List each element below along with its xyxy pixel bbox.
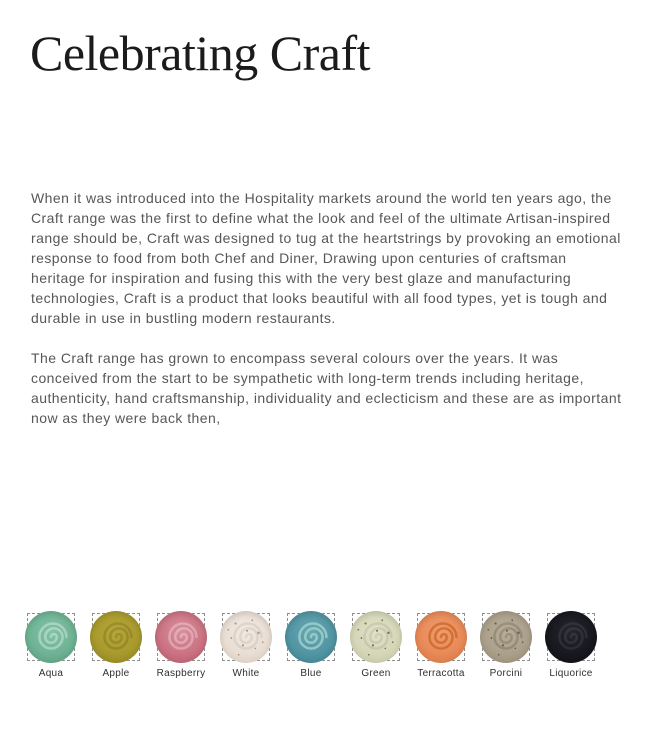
plate-image (545, 611, 597, 663)
plate-image (155, 611, 207, 663)
swatch-label: Liquorice (549, 668, 593, 679)
swatch-label: Terracotta (417, 668, 465, 679)
colour-swatch-aqua[interactable] (27, 613, 75, 679)
swatch-label: Blue (300, 668, 322, 679)
colour-swatch-white[interactable] (222, 613, 270, 679)
swatch-dashed-box (352, 613, 400, 661)
swatch-dashed-box (157, 613, 205, 661)
swirl-icon (480, 611, 532, 663)
swatch-label: Apple (102, 668, 130, 679)
colour-swatch-porcini[interactable] (482, 613, 530, 679)
swatch-label: White (232, 668, 260, 679)
colour-swatch-row (27, 613, 595, 679)
plate-image (350, 611, 402, 663)
intro-text (31, 188, 623, 448)
swatch-dashed-box (482, 613, 530, 661)
colour-swatch-apple[interactable] (92, 613, 140, 679)
swirl-icon (415, 611, 467, 663)
swirl-icon (25, 611, 77, 663)
swatch-dashed-box (287, 613, 335, 661)
colour-swatch-liquorice[interactable] (547, 613, 595, 679)
swirl-icon (545, 611, 597, 663)
plate-image (480, 611, 532, 663)
swirl-icon (350, 611, 402, 663)
plate-image (415, 611, 467, 663)
swirl-icon (155, 611, 207, 663)
swirl-icon (285, 611, 337, 663)
swirl-icon (220, 611, 272, 663)
colour-swatch-green[interactable] (352, 613, 400, 679)
swatch-label: Aqua (38, 668, 64, 679)
paragraph-introduction: When it was introduced into the Hospitality markets around the world ten years ago, the Craft range was the first to define what the look and feel of the ultimate Artisan-inspired range should be, Craft was designed to tug at the heartstrings by provoking an emotional response to food from both Chef and Diner, Drawing upon centuries of craftsman heritage for inspiration and fusing this with the very best glaze and manufacturing technologies, Craft is a product that looks beautiful with all food types, yet is tough and durable in use in bustling modern restaurants. (31, 190, 621, 326)
swatch-label: Raspberry (156, 668, 206, 679)
colour-swatch-blue[interactable] (287, 613, 335, 679)
swatch-label: Porcini (489, 668, 523, 679)
swatch-dashed-box (417, 613, 465, 661)
colour-swatch-raspberry[interactable] (157, 613, 205, 679)
swatch-dashed-box (222, 613, 270, 661)
plate-image (285, 611, 337, 663)
page-title: Celebrating Craft (30, 25, 370, 81)
colour-swatch-terracotta[interactable] (417, 613, 465, 679)
plate-image (25, 611, 77, 663)
swatch-dashed-box (92, 613, 140, 661)
swatch-label: Green (361, 668, 391, 679)
plate-image (90, 611, 142, 663)
paragraph-range-growth: The Craft range has grown to encompass several colours over the years. It was conceived from the start to be sympathetic with long-term trends including heritage, authenticity, hand craftsmanship, individuality and eclecticism and these are as important now as they were back then, (31, 350, 622, 426)
plate-image (220, 611, 272, 663)
swirl-icon (90, 611, 142, 663)
swatch-dashed-box (547, 613, 595, 661)
swatch-dashed-box (27, 613, 75, 661)
